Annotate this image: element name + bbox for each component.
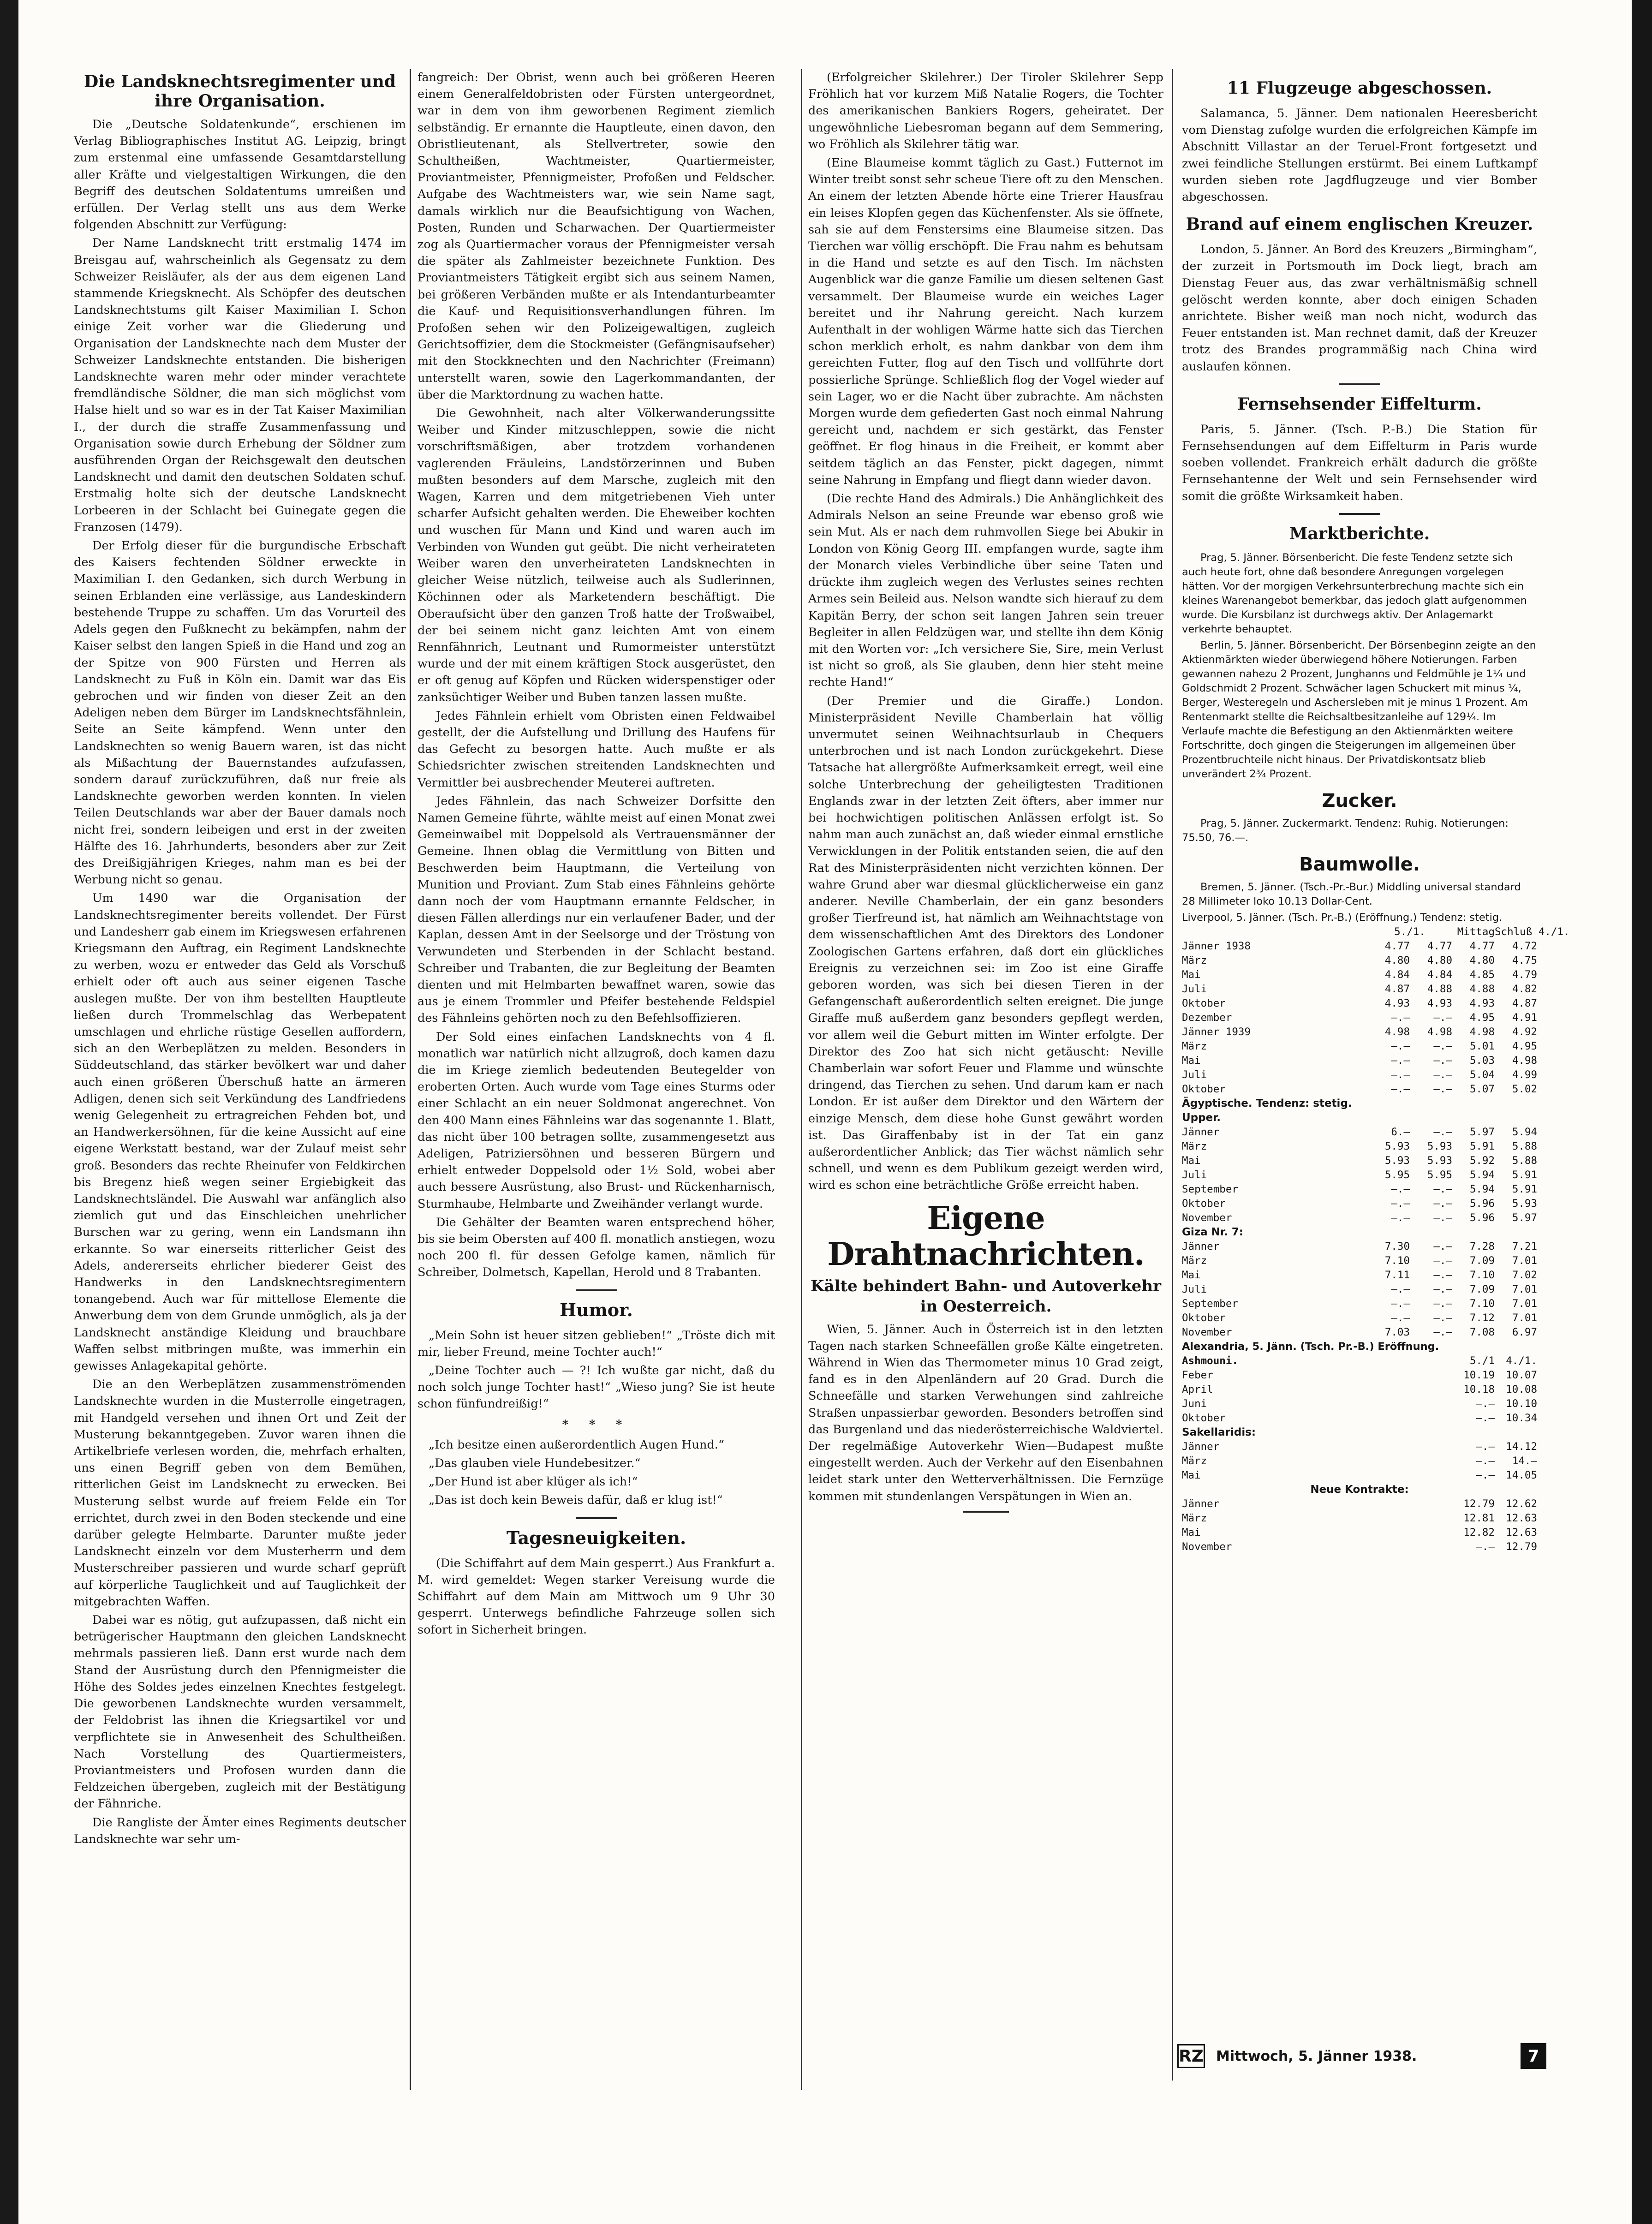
paragraph: Um 1490 war die Organisation der Landsknechtsregimenter bereits vollendet. Der Fürst und Landesherr gab einem im Kriegswesen erfahrenen Kriegsmann den Auftrag, ein Regiment Landsknechte zu werben, wozu er entweder das Geld als Vorschuß erhielt oder oft auch aus seiner eigenen Tasche auslegen mußte. Der von ihm bestellten Hauptleute ließen durch Trommelschlag das Werbepatent umschlagen und ehrliche rüstige Gesellen auffordern, sich an den Werbeplätzen zu melden. Besonders in Süddeutschland, das stärker bevölkert war und daher auch einen größeren Überschuß hatte an ärmeren Adligen, denen sich seit Verkündung des Landfriedens wenig Gelegenheit zu ertragreichen Fehden bot, und an Handwerkersöhnen, für die keine Aussicht auf eine eigene Werkstatt bestand, war der Zulauf meist sehr groß. Besonders das rechte Rheinufer von Feldkirchen bis Bregenz hieß wegen seiner Ergiebigkeit das Landsknechtsländel. Die Auswahl war anfänglich also ziemlich gut und das Einschleichen unehrlicher Burschen war zu gering, wenn ein Landsmann ihn erkannte. So war einerseits ritterlicher Geist des Adels, andererseits ehrlicher biederer Geist des Handwerks in den Landsknechtsregimentern tonangebend. Auch war für mittellose Elemente die Anwerbung dem von dem Grunde unmöglich, als ja der Landsknecht anständige Kleidung und brauchbare Waffen selbst mitbringen mußte, was immerhin ein gewisses Anlagekapital gehörte. — [74, 891, 406, 1373]
baumwolle-title: Baumwolle. — [1299, 853, 1420, 875]
price-cell: 7.01 — [1512, 1297, 1537, 1310]
row-label: Oktober — [1182, 1197, 1226, 1210]
column-header: 4./1. — [1506, 1354, 1537, 1367]
liverpool-table — [1182, 925, 1570, 1554]
price-cell: —.— — [1433, 1054, 1452, 1067]
humor-joke: „Mein Sohn ist heuer sitzen geblieben!“ „Tröste dich mit mir, lieber Freund, meine Tochter auch!“ — [417, 1328, 775, 1359]
price-cell: —.— — [1433, 1297, 1452, 1310]
price-cell: 12.81 — [1463, 1512, 1495, 1524]
price-cell: 4.88 — [1427, 983, 1452, 995]
price-cell: 4.84 — [1427, 968, 1452, 981]
price-cell: 5.96 — [1469, 1197, 1495, 1210]
neue-kontrakte-header: Neue Kontrakte: — [1310, 1483, 1409, 1496]
price-cell: —.— — [1433, 1083, 1452, 1095]
price-cell: 4.75 — [1512, 954, 1537, 966]
table-row — [1182, 1197, 1537, 1211]
price-cell: 12.82 — [1463, 1526, 1495, 1538]
table-row — [1182, 1325, 1537, 1340]
table-row — [1182, 968, 1537, 982]
price-cell: 4.80 — [1384, 954, 1410, 966]
price-cell: 7.01 — [1512, 1283, 1537, 1295]
row-label: März — [1182, 1140, 1207, 1152]
paragraph: Der Erfolg dieser für die burgundische Erbschaft des Kaisers fechtenden Söldner erweckte in Maximilian I. den Gedanken, sich durch Werbung in seinen Erblanden eine verlässige, aus Landeskindern bestehende Truppe zu schaffen. Um das Vorurteil des Adels gegen den Fußknecht zu bekämpfen, nahm der Kaiser selbst den langen Spieß in die Hand und zog an der Spitze von 900 Fürsten und Herren als Landsknecht zu Fuß in Köln ein. Damit war das Eis gebrochen und wir finden von dieser Zeit an den Adeligen neben dem Bürger im Landsknechtsfähnlein, Seite an Seite kämpfend. Wenn unter den Landsknechten so wenig Bauern waren, ist das nicht als Mißachtung der Bauernstandes aufzufassen, sondern darauf zurückzuführen, daß nur freie als Landsknechte geworben werden konnten. In vielen Teilen Deutschlands war aber der Bauer damals noch nicht frei, sondern leibeigen und erst in der zweiten Hälfte des 16. Jahrhunderts, besonders aber zur Zeit des Dreißigjährigen Krieges, nahm man es bei der Werbung nicht so genau. — [74, 539, 406, 887]
table-row — [1182, 982, 1537, 996]
paragraph: Salamanca, 5. Jänner. Dem nationalen Heeresbericht vom Dienstag zufolge wurden die erfolgreichen Kämpfe im Abschnitt Villastar an der Teruel-Front fortgesetzt und zwei feindliche Stellungen erstürmt. Bei einem Luftkampf wurden sieben rote Jagdflugzeuge und vier Bomber abgeschossen. — [1182, 107, 1537, 204]
row-label: September — [1182, 1183, 1238, 1195]
column-2 — [417, 69, 775, 2090]
table-row — [1182, 1139, 1537, 1154]
price-cell: 4.95 — [1512, 1040, 1537, 1052]
price-cell: 4.87 — [1384, 983, 1410, 995]
price-cell: 7.10 — [1384, 1254, 1410, 1267]
price-cell: 4.98 — [1512, 1054, 1537, 1067]
row-label: Juli — [1182, 1169, 1207, 1181]
price-cell: —.— — [1476, 1540, 1495, 1553]
price-cell: —.— — [1391, 1040, 1410, 1052]
price-cell: 5.93 — [1427, 1154, 1452, 1167]
row-label: Oktober — [1182, 1312, 1226, 1324]
price-cell: —.— — [1433, 1068, 1452, 1081]
wire-news-subtitle: Kälte behindert Bahn- und Autoverkehr in Oesterreich. — [810, 1276, 1162, 1316]
scan-border-left — [0, 0, 18, 2224]
table-row — [1182, 1154, 1537, 1168]
price-cell: 5.88 — [1512, 1140, 1537, 1152]
price-cell: 7.01 — [1512, 1254, 1537, 1267]
paragraph: fangreich: Der Obrist, wenn auch bei größeren Heeren einem Generalfeldobristen oder Fürsten untergeordnet, war in dem von ihm geworbenen Regiment ziemlich selbständig. Er ernannte die Hauptleute, einen davon, den Obristlieutenant, als Stellvertreter, sowie den Schultheißen, Wachtmeister, Quartiermeister, Proviantmeister, Pfennigmeister, Profoßen und Feldscher. Aufgabe des Wachtmeisters war, wie sein Name sagt, damals wirklich nur die Beaufsichtigung von Wachen, Posten, Runden und Scharwachen. Der Quartiermeister zog als Quartiermacher voraus der Pfennigmeister versah die später als Zahlmeister bezeichnete Funktion. Des Proviantmeisters Tätigkeit ergibt sich aus seinem Namen, bei größeren Verbänden mußte er als Intendanturbeamter die Kauf- und Requisitionsverhandlungen führen. Im Profoßen sehen wir den Polizeigewaltigen, zugleich Gerichtsoffizier, dem die Stockmeister (Gefängnisaufseher) mit den Stockknechten und den Nachrichter (Freimann) unterstellt waren, sowie den Lagerkommandanten, der über die Marktordnung zu wachen hatte. — [417, 71, 775, 402]
price-cell: 4.77 — [1469, 940, 1495, 952]
paragraph: Die an den Werbeplätzen zusammenströmenden Landsknechte wurden in die Musterrolle eingetragen, mit Handgeld versehen und ihnen Ort und Zeit der Musterung bekanntgegeben. Zuvor waren ihnen die Artikelbriefe verlesen worden, die, mehrfach erhalten, uns einen Begriff geben von dem Bemühen, ritterlichen Geist im Landsknecht zu erwecken. Bei Musterung selbst wurde auf freiem Felde ein Tor errichtet, durch zwei in den Boden steckende und eine darüber gelegte Helmbarte. Darunter mußte jeder Landsknecht einzeln vor dem Musterherrn und dem Musterschreiber passieren und wurde scharf geprüft auf körperliche Tauglichkeit und auf Tauglichkeit der mitgebrachten Waffen. — [74, 1377, 406, 1609]
table-row — [1182, 1268, 1537, 1282]
row-label: Jänner 1939 — [1182, 1026, 1251, 1038]
price-cell: —.— — [1433, 1011, 1452, 1024]
price-cell: 5.94 — [1469, 1183, 1495, 1195]
price-cell: 14.12 — [1506, 1440, 1537, 1453]
price-cell: 4.77 — [1427, 940, 1452, 952]
price-cell: —.— — [1391, 1068, 1410, 1081]
price-cell: 4.80 — [1469, 954, 1495, 966]
row-label: März — [1182, 1040, 1207, 1052]
newspaper-logo: RZ — [1177, 2044, 1205, 2068]
price-cell: —.— — [1391, 1183, 1410, 1195]
price-cell: 7.10 — [1469, 1269, 1495, 1281]
price-cell: 7.03 — [1384, 1326, 1410, 1338]
price-cell: —.— — [1476, 1440, 1495, 1453]
price-cell: 5.91 — [1469, 1140, 1495, 1152]
scan-border-right — [1632, 0, 1652, 2224]
price-cell: 4.79 — [1512, 968, 1537, 981]
issue-date: Mittwoch, 5. Jänner 1938. — [1216, 2048, 1417, 2064]
table-row — [1182, 996, 1537, 1011]
price-cell: 6.— — [1391, 1126, 1410, 1138]
section-divider — [576, 1517, 617, 1519]
table-row — [1182, 1497, 1537, 1511]
price-cell: 5.94 — [1469, 1169, 1495, 1181]
column-1 — [74, 69, 406, 2113]
column-3 — [808, 69, 1163, 2090]
row-label: November — [1182, 1211, 1232, 1224]
row-label: Juli — [1182, 1068, 1207, 1081]
row-label: Mai — [1182, 1469, 1201, 1481]
price-cell: 7.09 — [1469, 1283, 1495, 1295]
price-cell: 4.93 — [1384, 997, 1410, 1009]
table-row — [1182, 1411, 1537, 1425]
table-row — [1182, 1540, 1537, 1554]
price-cell: 5.93 — [1512, 1197, 1537, 1210]
section-title: Brand auf einem englischen Kreuzer. — [1186, 215, 1533, 234]
price-cell: 10.10 — [1506, 1397, 1537, 1410]
table-row — [1182, 1168, 1537, 1182]
price-cell: 5.03 — [1469, 1054, 1495, 1067]
page-number: 7 — [1521, 2043, 1546, 2069]
row-label: Oktober — [1182, 1083, 1226, 1095]
row-label: Dezember — [1182, 1011, 1232, 1024]
price-cell: 10.18 — [1463, 1383, 1495, 1395]
section-divider — [576, 1289, 617, 1291]
price-cell: 5.07 — [1469, 1083, 1495, 1095]
section-title: 11 Flugzeuge abgeschossen. — [1227, 78, 1492, 98]
price-cell: 7.02 — [1512, 1269, 1537, 1281]
humor-joke: „Das ist doch kein Beweis dafür, daß er klug ist!“ — [429, 1493, 723, 1508]
price-cell: 10.07 — [1506, 1369, 1537, 1381]
row-label: Jänner — [1182, 1240, 1220, 1252]
price-cell: 5.93 — [1427, 1140, 1452, 1152]
price-cell: 7.30 — [1384, 1240, 1410, 1252]
price-cell: —.— — [1433, 1269, 1452, 1281]
table-header-row — [1182, 1354, 1537, 1368]
table-row — [1182, 1039, 1537, 1054]
table-row — [1182, 1383, 1537, 1397]
price-cell: 14.05 — [1506, 1469, 1537, 1481]
price-cell: —.— — [1433, 1183, 1452, 1195]
price-cell: 14.— — [1512, 1455, 1537, 1467]
row-label: Juli — [1182, 983, 1207, 995]
table-header-row — [1182, 925, 1570, 939]
column-divider — [1172, 69, 1173, 2081]
table-row — [1182, 1526, 1537, 1540]
price-cell: 4.98 — [1427, 1026, 1452, 1038]
column-header: Schluß 4./1. — [1495, 925, 1570, 938]
ashmouni-header: Ashmouni. — [1182, 1354, 1238, 1367]
table-row — [1182, 1297, 1537, 1311]
row-label: Jänner — [1182, 1440, 1220, 1453]
price-cell: 7.10 — [1469, 1297, 1495, 1310]
price-cell: —.— — [1476, 1455, 1495, 1467]
price-cell: —.— — [1433, 1312, 1452, 1324]
row-label: März — [1182, 954, 1207, 966]
price-cell: 7.11 — [1384, 1269, 1410, 1281]
humor-joke: „Der Hund ist aber klüger als ich!“ — [429, 1475, 638, 1489]
table-row — [1182, 1240, 1537, 1254]
table-row — [1182, 1082, 1537, 1097]
price-cell: 5.91 — [1512, 1183, 1537, 1195]
section-title: Fernsehsender Eiffelturm. — [1237, 394, 1482, 414]
paragraph: Der Sold eines einfachen Landsknechts von 4 fl. monatlich war natürlich nicht allzugroß, doch kamen dazu die im Kriege ziemlich bedeutenden Beutegelder von eroberten Orten. Auch wurde vom Tage eines Sturms oder einer Schlacht an ein neuer Soldmonat angerechnet. Von den 400 Mann eines Fähnleins war das sogenannte 1. Blatt, das nicht über 100 betragen sollte, zusammengesetzt aus Adeligen, Patriziersöhnen und besseren Bürgern und erhielt entweder Doppelsold oder 1½ Sold, wobei aber auch bessere Ausrüstung, also Brust- und Rückenharnisch, Sturmhaube, Helmbarte und Zweihänder verlangt wurde. — [417, 1030, 775, 1211]
table-row — [1182, 1397, 1537, 1411]
price-cell: 5.01 — [1469, 1040, 1495, 1052]
column-divider — [410, 69, 411, 2090]
news-title: Tagesneuigkeiten. — [506, 1527, 686, 1548]
table-row — [1182, 954, 1537, 968]
row-label: Oktober — [1182, 1412, 1226, 1424]
table-row — [1182, 1211, 1537, 1225]
section-divider — [1339, 383, 1380, 385]
paragraph: Paris, 5. Jänner. (Tsch. P.-B.) Die Station für Fernsehsendungen auf dem Eiffelturm in Paris wurde soeben vollendet. Frankreich erhält dadurch die größte Fernsehantenne der Welt und sein Fernsehsender wird somit die größte Wirksamkeit haben. — [1182, 422, 1537, 503]
table-row — [1182, 1125, 1537, 1139]
table-row — [1182, 1182, 1537, 1197]
page-footer — [1177, 2043, 1546, 2069]
price-cell: 4.93 — [1427, 997, 1452, 1009]
price-cell: —.— — [1391, 1312, 1410, 1324]
row-label: Mai — [1182, 1269, 1201, 1281]
column-header: Mittag — [1457, 925, 1495, 938]
price-cell: —.— — [1476, 1397, 1495, 1410]
price-cell: 5.02 — [1512, 1083, 1537, 1095]
price-cell: 5.97 — [1512, 1211, 1537, 1224]
price-cell: 5.92 — [1469, 1154, 1495, 1167]
price-cell: —.— — [1391, 1011, 1410, 1024]
row-label: Jänner 1938 — [1182, 940, 1251, 952]
price-cell: 12.62 — [1506, 1497, 1537, 1510]
price-cell: 12.63 — [1506, 1512, 1537, 1524]
price-cell: 5.93 — [1384, 1154, 1410, 1167]
price-cell: —.— — [1433, 1040, 1452, 1052]
row-label: Oktober — [1182, 997, 1226, 1009]
paragraph: Jedes Fähnlein, das nach Schweizer Dorfsitte den Namen Gemeine führte, wählte meist auf einen Monat zwei Gemeinwaibel mit Doppelsold als Vertrauensmänner der Gemeine. Ihnen oblag die Vermittlung von Bitten und Beschwerden beim Hauptmann, die Verteilung von Munition und Proviant. Zum Stab eines Fähnleins gehörte dann noch der vom Hauptmann ernannte Feldscher, in diesen Fällen allerdings nur ein verlaufener Bader, und der Kaplan, dessen Amt in der Seelsorge und der Tröstung von Verwundeten und Sterbenden in der Schlacht bestand. Schreiber und Trabanten, die zur Begleitung der Beamten dienten und mit Helmbarten bewaffnet waren, sowie das aus je einem Trommler und Pfeifer bestehende Feldspiel des Fähnleins gehörten noch zu den Befehlsoffizieren. — [417, 794, 775, 1026]
market-paragraph: Prag, 5. Jänner. Börsenbericht. Die feste Tendenz setzte sich auch heute fort, ohne daß besondere Anregungen vorgelegen hätten. Vor der morgigen Verkehrsunterbrechung machte sich ein kleines Warenangebot bemerkbar, das jedoch glatt aufgenommen wurde. Die Kursbilanz ist durchwegs aktiv. Der Anlagemarkt verkehrte behauptet. — [1182, 551, 1527, 635]
price-cell: 4.99 — [1512, 1068, 1537, 1081]
price-cell: —.— — [1433, 1197, 1452, 1210]
column-header: 5./1. — [1394, 925, 1425, 938]
paragraph: (Die rechte Hand des Admirals.) Die Anhänglichkeit des Admirals Nelson an seine Freunde war ebenso groß wie sein Mut. Als er nach dem ruhmvollen Siege bei Abukir in London von König Georg III. empfangen wurde, sagte ihm der Monarch vieles Verbindliche über seine Taten und drückte ihm zugleich wegen des Verlustes seines rechten Armes sein Beileid aus. Nelson wandte sich hierauf zu dem Kapitän Berry, der schon seit langen Jahren sein treuer Begleiter in allen Feldzügen war, und stellte ihn dem König mit den Worten vor: „Ich versichere Sie, Sire, mein Verlust ist nicht so groß, als Sie glauben, denn hier steht meine rechte Hand!“ — [808, 492, 1163, 690]
row-label: März — [1182, 1455, 1207, 1467]
price-cell: —.— — [1433, 1254, 1452, 1267]
row-label: Jänner — [1182, 1126, 1220, 1138]
humor-joke: „Ich besitze einen außerordentlich Augen Hund.“ — [429, 1437, 724, 1452]
price-cell: 6.97 — [1512, 1326, 1537, 1338]
row-label: Jänner — [1182, 1497, 1220, 1510]
paragraph: Wien, 5. Jänner. Auch in Österreich ist in den letzten Tagen nach starken Schneefällen große Kälte eingetreten. Während in Wien das Thermometer minus 10 Grad zeigt, fand es in den Alpenländern auf 20 Grad. Durch die Schneefälle und starken Verwehungen sind zahlreiche Straßen unpassierbar geworden. Besonders betroffen sind das Burgenland und das niederösterreichische Waldviertel. Der regelmäßige Autoverkehr Wien—Budapest mußte eingestellt werden. Auch der Verkehr auf den Eisenbahnen leidet stark unter den Wetterverhältnissen. Die Fernzüge kommen mit stundenlangen Verspätungen in Wien an. — [808, 1322, 1163, 1503]
price-cell: 10.34 — [1506, 1412, 1537, 1424]
table-row — [1182, 1454, 1537, 1468]
upper-header: Upper. — [1182, 1111, 1221, 1124]
price-cell: 4.91 — [1512, 1011, 1537, 1024]
price-cell: 4.95 — [1469, 1011, 1495, 1024]
table-row — [1182, 1468, 1537, 1483]
table-row — [1182, 1511, 1537, 1526]
price-cell: 5.97 — [1469, 1126, 1495, 1138]
table-row — [1182, 1254, 1537, 1268]
row-label: Feber — [1182, 1369, 1213, 1381]
zucker-title: Zucker. — [1322, 790, 1397, 811]
price-cell: 10.19 — [1463, 1369, 1495, 1381]
price-cell: 4.92 — [1512, 1026, 1537, 1038]
price-cell: 4.87 — [1512, 997, 1537, 1009]
row-label: November — [1182, 1326, 1232, 1338]
column-divider — [801, 69, 802, 2090]
price-cell: 4.80 — [1427, 954, 1452, 966]
price-cell: 10.08 — [1506, 1383, 1537, 1395]
price-cell: —.— — [1391, 1211, 1410, 1224]
paragraph: Die „Deutsche Soldatenkunde“, erschienen im Verlag Bibliographisches Institut AG. Leipzig, bringt zum erstenmal eine umfassende Gesamtdarstellung aller Kräfte und vielgestaltigen Wirkungen, die den Begriff des deutschen Soldatentums umreißen und erfüllen. Der Verlag stellt uns aus dem Werke folgenden Abschnitt zur Verfügung: — [74, 118, 406, 232]
paragraph: (Der Premier und die Giraffe.) London. Ministerpräsident Neville Chamberlain hat völlig unvermutet seinen Weihnachtsurlaub in Chequers unterbrochen und ist nach London zurückgekehrt. Diese Tatsache hat allergrößte Aufmerksamkeit erregt, weil eine solche Unterbrechung der geheiligtesten Traditionen Englands zwar in der letzten Zeit öfters, aber immer nur bei hochwichtigen politischen Anlässen erfolgt ist. So nahm man auch zunächst an, daß wieder einmal ernstliche Verwicklungen in der Politik entstanden seien, die auf den Rat des Ministerpräsidenten nicht verzichten können. Der wahre Grund aber war diesmal glücklicherweise ein ganz anderer. Neville Chamberlain, der ein ganz besonders großer Tierfreund ist, hat nämlich am Weihnachtstage von dem wissenschaftlichen Amt des Direktors des Londoner Zoologischen Gartens erfahren, daß dort ein glückliches Ereignis zu verzeichnen sei: im Zoo ist eine Giraffe geboren worden, was sich bei diesen Tieren in der Gefangenschaft außerordentlich selten ereignet. Die junge Giraffe muß außerdem ganz besonders gepflegt werden, vor allem weil die Geburt mitten im Winter erfolgte. Der Direktor des Zoo hat sich nicht getäuscht: Neville Chamberlain war sofort Feuer und Flamme und wünschte dringend, das Tierchen zu sehen. Und darum kam er nach London. Er ist außer dem Direktor und den Wärtern der einzige Mensch, dem diese hohe Gunst gewährt worden ist. Das Giraffenbaby ist in der Tat ein ganz außerordentlicher Anblick; das Tier wächst nämlich sehr schnell, und wenn es dem Publikum gezeigt werden wird, wird es schon eine beträchtliche Größe erreicht haben. — [808, 694, 1163, 1192]
humor-title: Humor. — [560, 1299, 633, 1320]
paragraph: London, 5. Jänner. An Bord des Kreuzers „Birmingham“, der zurzeit in Portsmouth im Dock liegt, brach am Dienstag Feuer aus, das zwar verhältnismäßig schnell gelöscht werden konnte, aber doch einigen Schaden anrichtete. Bisher weiß man noch nicht, wodurch das Feuer entstanden ist. Man rechnet damit, daß der Kreuzer trotz des Brandes programmäßig nach China wird auslaufen können. — [1182, 243, 1537, 374]
price-cell: 4.85 — [1469, 968, 1495, 981]
price-cell: —.— — [1433, 1326, 1452, 1338]
humor-joke: „Das glauben viele Hundebesitzer.“ — [429, 1456, 641, 1471]
price-cell: —.— — [1433, 1126, 1452, 1138]
row-label: März — [1182, 1254, 1207, 1267]
table-row — [1182, 1054, 1537, 1068]
price-cell: 5.91 — [1512, 1169, 1537, 1181]
row-label: April — [1182, 1383, 1213, 1395]
joke-separator: * * * — [562, 1417, 631, 1431]
row-label: November — [1182, 1540, 1232, 1553]
table-row — [1182, 1025, 1537, 1039]
row-label: Mai — [1182, 1154, 1201, 1167]
table-row — [1182, 1068, 1537, 1082]
humor-section — [417, 1327, 775, 1509]
price-cell: 5.94 — [1512, 1126, 1537, 1138]
bremen-quote: Bremen, 5. Jänner. (Tsch.-Pr.-Bur.) Middling universal standard 28 Millimeter loko 10.13 Dollar-Cent. — [1182, 881, 1521, 907]
giza-header: Giza Nr. 7: — [1182, 1226, 1243, 1238]
table-row — [1182, 1011, 1537, 1025]
price-cell: 4.98 — [1469, 1026, 1495, 1038]
price-cell: 5.04 — [1469, 1068, 1495, 1081]
price-cell: —.— — [1391, 1083, 1410, 1095]
section-divider — [1339, 513, 1380, 515]
column-4 — [1182, 69, 1570, 2030]
paragraph: Die Gehälter der Beamten waren entsprechend höher, bis sie beim Obersten auf 400 fl. monatlich anstiegen, wozu noch 200 fl. für dessen Gefolge kamen, nämlich für Schreiber, Dolmetsch, Kapellan, Herold und 8 Trabanten. — [417, 1215, 775, 1280]
market-title: Marktberichte. — [1289, 524, 1430, 543]
humor-joke: „Deine Tochter auch — ?! Ich wußte gar nicht, daß du noch solch junge Tochter hast!“ „Wieso jung? Sie ist heute schon fünfundreißig!“ — [417, 1364, 775, 1411]
row-label: September — [1182, 1297, 1238, 1310]
price-cell: —.— — [1433, 1240, 1452, 1252]
price-cell: 7.08 — [1469, 1326, 1495, 1338]
price-cell: —.— — [1391, 1197, 1410, 1210]
column-header: 5./1 — [1469, 1354, 1495, 1367]
price-cell: 4.93 — [1469, 997, 1495, 1009]
row-label: Juli — [1182, 1283, 1207, 1295]
price-cell: 12.79 — [1463, 1497, 1495, 1510]
row-label: März — [1182, 1512, 1207, 1524]
price-cell: 4.77 — [1384, 940, 1410, 952]
price-cell: —.— — [1391, 1297, 1410, 1310]
paragraph: (Erfolgreicher Skilehrer.) Der Tiroler Skilehrer Sepp Fröhlich hat vor kurzem Miß Natalie Rogers, die Tochter des amerikanischen Bankiers Rogers, geheiratet. Der ungewöhnliche Liebesroman begann auf dem Semmering, wo Fröhlich als Skilehrer tätig war. — [808, 71, 1163, 151]
table-row — [1182, 1282, 1537, 1297]
price-cell: 12.79 — [1506, 1540, 1537, 1553]
price-cell: —.— — [1476, 1469, 1495, 1481]
zucker-text: Prag, 5. Jänner. Zuckermarkt. Tendenz: Ruhig. Notierungen: 75.50, 76.—. — [1182, 817, 1509, 844]
paragraph: Die Rangliste der Ämter eines Regiments deutscher Landsknechte war sehr um- — [74, 1815, 406, 1846]
price-cell: 7.09 — [1469, 1254, 1495, 1267]
paragraph: Dabei war es nötig, gut aufzupassen, daß nicht ein betrügerischer Hauptmann den gleichen Landsknecht mehrmals passieren ließ. Dann erst wurde nach dem Stand der Ausrüstung durch den Pfennigmeister die Höhe des Soldes jedes einzelnen Knechtes festgelegt. Die geworbenen Landsknechte wurden versammelt, der Feldobrist las ihnen die Kriegsartikel vor und verpflichtete sie in Anwesenheit des Schultheißen. Nach Vorstellung des Quartiermeisters, Proviantmeisters und Profosen wurden dann die Feldzeichen übergeben, zugleich mit der Bestätigung der Fähnriche. — [74, 1613, 406, 1811]
price-cell: —.— — [1391, 1054, 1410, 1067]
row-label: Mai — [1182, 1526, 1201, 1538]
price-cell: 12.63 — [1506, 1526, 1537, 1538]
paragraph: (Die Schiffahrt auf dem Main gesperrt.) Aus Frankfurt a. M. wird gemeldet: Wegen starker Vereisung wurde die Schiffahrt auf dem Main am Mittwoch um 9 Uhr 30 gesperrt. Unterwegs befindliche Fahrzeuge sollen sich sofort in Sicherheit bringen. — [417, 1556, 775, 1637]
table-row — [1182, 1311, 1537, 1325]
section-divider — [963, 1511, 1009, 1513]
price-cell: 5.95 — [1384, 1169, 1410, 1181]
price-cell: 4.98 — [1384, 1026, 1410, 1038]
price-cell: 4.84 — [1384, 968, 1410, 981]
price-cell: 4.72 — [1512, 940, 1537, 952]
price-cell: —.— — [1433, 1211, 1452, 1224]
table-row — [1182, 1440, 1537, 1454]
article-title-landsknechte: Die Landsknechtsregimenter und ihre Organisation. — [83, 72, 396, 111]
price-cell: —.— — [1476, 1412, 1495, 1424]
row-label: Mai — [1182, 1054, 1201, 1067]
price-cell: 5.88 — [1512, 1154, 1537, 1167]
price-cell: 7.12 — [1469, 1312, 1495, 1324]
row-label: Mai — [1182, 968, 1201, 981]
market-paragraph: Berlin, 5. Jänner. Börsenbericht. Der Börsenbeginn zeigte an den Aktienmärkten wieder überwiegend höhere Notierungen. Farben gewannen nahezu 2 Prozent, Junghanns und Feldmühle je 1¼ und Goldschmidt 2 Prozent. Schwächer lagen Schuckert mit minus ¼, Berger, Westeregeln und Aschersleben mit je minus 1 Prozent. Am Rentenmarkt stellte die Reichsaltbesitzanleihe auf 129¼. Im Verlaufe machte die Befestigung an den Aktienmärkten weitere Fortschritte, doch gingen die Steigerungen im allgemeinen über Prozentbruchteile nicht hinaus. Der Privatdiskontsatz blieb unverändert 2¾ Prozent. — [1182, 639, 1536, 780]
price-cell: 7.21 — [1512, 1240, 1537, 1252]
sakellaridis-header: Sakellaridis: — [1182, 1426, 1256, 1438]
alexandria-header: Alexandria, 5. Jänn. (Tsch. Pr.-B.) Eröffnung. — [1182, 1340, 1439, 1353]
paragraph: Die Gewohnheit, nach alter Völkerwanderungssitte Weiber und Kinder mitzuschleppen, sowie die nicht vorschriftsmäßigen, aber trotzdem vorhandenen vaglerenden Fräuleins, Landstörzerinnen und Buben mußten besonders auf dem Marsche, zugleich mit den Wagen, Karren und dem mitgetriebenen Vieh unter scharfer Aufsicht gehalten werden. Die Eheweiber kochten und wuschen für Mann und Kind und waren auch im Verbinden von Wunden gut geübt. Die nicht verheirateten Weiber waren den unverheirateten Landsknechten in gleicher Weise nützlich, teilweise auch als Sudlerinnen, Köchinnen oder als Marketendern beschäftigt. Die Oberaufsicht über den ganzen Troß hatte der Troßwaibel, der bei seinem nicht ganz leichten Amt von einem Rennfähnrich, Leutnant und Rumormeister unterstützt wurde und der mit einem kräftigen Stock ausgerüstet, den er oft genug auf Köpfen und Rücken widerspenstiger oder zanksüchtiger Weiber und Buben tanzen lassen mußte. — [417, 406, 775, 704]
table-row — [1182, 939, 1537, 954]
price-cell: —.— — [1391, 1283, 1410, 1295]
paragraph: Jedes Fähnlein erhielt vom Obristen einen Feldwaibel gestellt, der die Aufstellung und Drillung des Haufens für das Gefecht zu besorgen hatte. Auch mußte er als Schiedsrichter zwischen streitenden Landsknechten und Vermittler bei ausbrechender Meuterei auftreten. — [417, 709, 775, 790]
price-cell: 5.95 — [1427, 1169, 1452, 1181]
paragraph: (Eine Blaumeise kommt täglich zu Gast.) Futternot im Winter treibt sonst sehr scheue Tiere oft zu den Menschen. An einem der letzten Abende hörte eine Trierer Hausfrau ein leises Klopfen gegen das Küchenfenster. Als sie öffnete, sah sie auf dem Fenstersims eine Blaumeise sitzen. Das Tierchen war völlig erschöpft. Die Frau nahm es behutsam in die Hand und setzte es auf den Tisch. Im nächsten Augenblick war die ganze Familie um diesen seltenen Gast versammelt. Der Blaumeise wurde ein weiches Lager bereitet und ihr Nahrung gereicht. Nach kurzem Aufenthalt in der wohligen Wärme hatte sich das Tierchen schon merklich erholt, es nahm dankbar von dem ihm gereichten Futter, flog auf den Tisch und vollführte dort possierliche Sprünge. Schließlich flog der Vogel wieder auf sein Lager, wo er die Nacht über zubrachte. Am nächsten Morgen wurde dem gefiederten Gast noch einmal Nahrung gereicht und, nachdem er sich gestärkt, das Fenster geöffnet. Er flog hinaus in die Freiheit, er kommt aber seitdem täglich an das Fenster, pickt dagegen, nimmt seine Nahrung in Empfang und fliegt dann wieder davon. — [808, 156, 1163, 487]
wire-news-title: Eigene Drahtnachrichten. — [827, 1199, 1145, 1273]
price-cell: 7.01 — [1512, 1312, 1537, 1324]
price-cell: —.— — [1433, 1283, 1452, 1295]
price-cell: 4.82 — [1512, 983, 1537, 995]
liverpool-header: Liverpool, 5. Jänner. (Tsch. Pr.-B.) (Eröffnung.) Tendenz: stetig. — [1182, 911, 1503, 924]
egypt-header: Ägyptische. Tendenz: stetig. — [1182, 1097, 1352, 1109]
row-label: Juni — [1182, 1397, 1207, 1410]
table-row — [1182, 1368, 1537, 1383]
price-cell: 5.96 — [1469, 1211, 1495, 1224]
price-cell: 5.93 — [1384, 1140, 1410, 1152]
price-cell: 4.88 — [1469, 983, 1495, 995]
paragraph: Der Name Landsknecht tritt erstmalig 1474 im Breisgau auf, wahrscheinlich als Gegensatz zu dem Schweizer Reisläufer, als der aus dem eigenen Land stammende Kriegsknecht. Als Schöpfer des deutschen Landsknechtstums gilt Kaiser Maximilian I. Schon einige Zeit vorher war die Gliederung und Organisation der Landsknechte nach dem Muster der Schweizer Landsknechte entstanden. Die bisherigen Landsknechte waren mehr oder minder verachtete fremdländische Söldner, die man sich möglichst vom Halse hielt und so war es in der Tat Kaiser Maximilian I., der durch die straffe Zusammenfassung und Organisation sowie durch Erhebung der Söldner zum ausführenden Organ der Reichsgewalt den deutschen Landsknecht und damit den deutschen Soldaten schuf. Erstmalig holte sich der deutsche Landsknecht Lorbeeren in der Schlacht bei Guinegate gegen die Franzosen (1479). — [74, 236, 406, 534]
price-cell: 7.28 — [1469, 1240, 1495, 1252]
